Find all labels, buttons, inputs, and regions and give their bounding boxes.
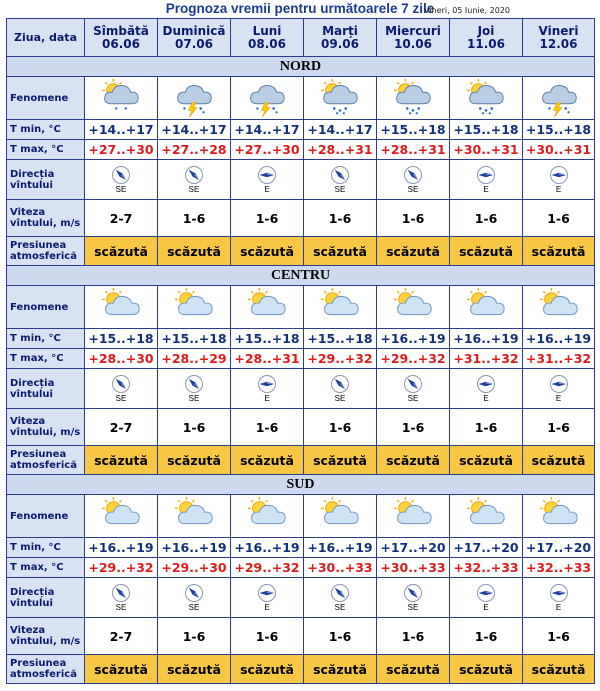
tmin-value: +16..+19 (158, 538, 231, 558)
compass-arrow-icon (523, 583, 594, 603)
pressure-value: scăzută (231, 237, 304, 266)
row-label-tmin: T min, °C (7, 538, 85, 558)
wind-direction-cell (85, 160, 158, 200)
sun-cloud-icon (304, 495, 376, 537)
row-label-tmax: T max, °C (7, 558, 85, 578)
tmin-value: +14..+17 (304, 120, 377, 140)
region-title: SUD (7, 475, 595, 495)
tmax-value: +30..+31 (523, 140, 595, 160)
tmin-value: +14..+17 (231, 120, 304, 140)
wind-speed-value: 1-6 (158, 618, 231, 655)
tmax-value: +28..+31 (231, 349, 304, 369)
tmax-value: +29..+32 (231, 558, 304, 578)
compass-arrow-icon (377, 583, 449, 603)
tmin-value: +17..+20 (377, 538, 450, 558)
weather-cell (304, 286, 377, 329)
region-title: CENTRU (7, 266, 595, 286)
wind-direction-label: SE (115, 603, 127, 612)
tmax-value: +31..+32 (523, 349, 595, 369)
wind-direction-label: E (483, 394, 489, 403)
wind-direction-label: SE (188, 603, 200, 612)
wind-direction-cell (85, 369, 158, 409)
wind-direction-label: SE (115, 185, 127, 194)
pressure-value: scăzută (85, 237, 158, 266)
compass-arrow-icon (231, 374, 303, 394)
pressure-value: scăzută (377, 446, 450, 475)
tmin-value: +16..+19 (231, 538, 304, 558)
compass-arrow-icon (85, 374, 157, 394)
row-label-speed: Viteza vîntului, m/s (7, 200, 85, 237)
tmin-value: +15..+18 (85, 329, 158, 349)
day-name: Miercuri (385, 23, 441, 38)
wind-direction-cell (450, 578, 523, 618)
compass-arrow-icon (450, 583, 522, 603)
wind-speed-value: 1-6 (231, 200, 304, 237)
sun-cloud-icon (523, 286, 594, 328)
wind-direction-label: E (555, 394, 562, 403)
tmin-value: +15..+18 (158, 329, 231, 349)
row-label-direction: Direcția vîntului (7, 160, 85, 200)
pressure-value: scăzută (158, 655, 231, 684)
compass-arrow-icon (158, 583, 230, 603)
tmin-value: +15..+18 (450, 120, 523, 140)
wind-speed-value: 1-6 (523, 618, 595, 655)
wind-direction-label: E (483, 603, 489, 612)
day-date: 12.06 (539, 36, 578, 51)
wind-direction-cell (231, 578, 304, 618)
day-header (377, 19, 450, 57)
weather-cell (377, 286, 450, 329)
row-label-direction: Direcția vîntului (7, 578, 85, 618)
day-date: 11.06 (467, 36, 505, 51)
weather-cell (85, 495, 158, 538)
weather-cell (231, 286, 304, 329)
tmax-value: +32..+33 (523, 558, 595, 578)
cloud-lightning-rain-icon (231, 77, 303, 119)
day-header (523, 19, 595, 57)
weather-cell (377, 77, 450, 120)
tmax-value: +27..+30 (85, 140, 158, 160)
sun-cloud-icon (85, 286, 157, 328)
wind-speed-value: 2-7 (85, 618, 158, 655)
sun-cloud-icon (377, 495, 449, 537)
wind-direction-label: E (555, 185, 562, 194)
sun-cloud-icon (158, 495, 230, 537)
day-date: 06.06 (102, 36, 140, 51)
page-header (0, 0, 600, 18)
row-label-fenomene: Fenomene (7, 286, 85, 329)
weather-cell (450, 77, 523, 120)
sun-cloud-icon (231, 495, 303, 537)
weather-cell (304, 77, 377, 120)
wind-direction-label: SE (407, 603, 419, 612)
pressure-value: scăzută (304, 237, 377, 266)
compass-arrow-icon (85, 165, 157, 185)
weather-cell (450, 286, 523, 329)
wind-speed-value: 2-7 (85, 409, 158, 446)
wind-speed-value: 2-7 (85, 200, 158, 237)
sun-cloud-icon (158, 286, 230, 328)
wind-speed-value: 1-6 (377, 200, 450, 237)
wind-direction-cell (450, 160, 523, 200)
cloud-rain-icon (85, 77, 157, 119)
wind-direction-cell (304, 369, 377, 409)
day-date: 07.06 (175, 36, 213, 51)
wind-direction-cell (304, 160, 377, 200)
wind-speed-value: 1-6 (304, 618, 377, 655)
tmax-value: +30..+33 (304, 558, 377, 578)
wind-direction-label: SE (334, 603, 346, 612)
tmax-value: +32..+33 (450, 558, 523, 578)
sun-cloud-icon (231, 286, 303, 328)
tmin-value: +17..+20 (523, 538, 595, 558)
compass-arrow-icon (85, 583, 157, 603)
wind-speed-value: 1-6 (377, 618, 450, 655)
wind-direction-label: E (483, 185, 489, 194)
wind-direction-label: E (264, 394, 270, 403)
pressure-value: scăzută (523, 655, 595, 684)
row-label-direction: Direcția vîntului (7, 369, 85, 409)
day-header (450, 19, 523, 57)
row-label-speed: Viteza vîntului, m/s (7, 618, 85, 655)
tmin-value: +15..+18 (377, 120, 450, 140)
compass-arrow-icon (377, 374, 449, 394)
sun-cloud-icon (450, 495, 522, 537)
tmax-value: +28..+29 (158, 349, 231, 369)
wind-speed-value: 1-6 (158, 409, 231, 446)
pressure-value: scăzută (85, 446, 158, 475)
current-date: Vineri, 05 Iunie, 2020 (424, 6, 510, 15)
tmax-value: +28..+31 (304, 140, 377, 160)
day-header (231, 19, 304, 57)
wind-direction-cell (304, 578, 377, 618)
wind-speed-value: 1-6 (377, 409, 450, 446)
weather-cell (523, 77, 595, 120)
tmin-value: +16..+19 (450, 329, 523, 349)
wind-speed-value: 1-6 (450, 618, 523, 655)
weather-cell (304, 495, 377, 538)
wind-direction-label: SE (188, 185, 200, 194)
wind-direction-cell (231, 369, 304, 409)
day-header (158, 19, 231, 57)
wind-direction-label: E (264, 185, 270, 194)
tmax-value: +30..+31 (450, 140, 523, 160)
weather-cell (231, 495, 304, 538)
tmax-value: +29..+32 (85, 558, 158, 578)
pressure-value: scăzută (158, 446, 231, 475)
row-label-pressure: Presiunea atmosferică (7, 446, 85, 475)
pressure-value: scăzută (377, 655, 450, 684)
row-label-pressure: Presiunea atmosferică (7, 655, 85, 684)
row-label-tmin: T min, °C (7, 120, 85, 140)
wind-direction-label: SE (407, 185, 419, 194)
tmax-value: +31..+32 (450, 349, 523, 369)
tmax-value: +29..+32 (304, 349, 377, 369)
row-label-pressure: Presiunea atmosferică (7, 237, 85, 266)
weather-cell (85, 286, 158, 329)
compass-arrow-icon (158, 374, 230, 394)
compass-arrow-icon (158, 165, 230, 185)
compass-arrow-icon (450, 165, 522, 185)
cloud-lightning-rain-icon (158, 77, 230, 119)
wind-direction-cell (377, 369, 450, 409)
tmin-value: +16..+19 (304, 538, 377, 558)
compass-arrow-icon (304, 165, 376, 185)
row-label-speed: Viteza vîntului, m/s (7, 409, 85, 446)
tmax-value: +28..+30 (85, 349, 158, 369)
wind-speed-value: 1-6 (523, 200, 595, 237)
wind-speed-value: 1-6 (450, 200, 523, 237)
pressure-value: scăzută (450, 237, 523, 266)
pressure-value: scăzută (85, 655, 158, 684)
wind-speed-value: 1-6 (158, 200, 231, 237)
sun-cloud-rain-icon (304, 77, 376, 119)
row-label-tmax: T max, °C (7, 140, 85, 160)
wind-direction-cell (523, 160, 595, 200)
row-label-fenomene: Fenomene (7, 495, 85, 538)
weather-cell (158, 495, 231, 538)
day-header (304, 19, 377, 57)
tmax-value: +27..+30 (231, 140, 304, 160)
compass-arrow-icon (304, 583, 376, 603)
wind-direction-cell (523, 578, 595, 618)
forecast-table (6, 18, 595, 684)
pressure-value: scăzută (231, 446, 304, 475)
weather-cell (158, 77, 231, 120)
tmax-value: +30..+33 (377, 558, 450, 578)
day-header (85, 19, 158, 57)
weather-cell (377, 495, 450, 538)
weather-cell (523, 286, 595, 329)
day-date: 09.06 (321, 36, 359, 51)
sun-cloud-icon (450, 286, 522, 328)
tmin-value: +15..+18 (523, 120, 595, 140)
wind-speed-value: 1-6 (304, 409, 377, 446)
wind-direction-cell (377, 160, 450, 200)
compass-arrow-icon (231, 583, 303, 603)
wind-direction-label: SE (334, 394, 346, 403)
tmax-value: +29..+32 (377, 349, 450, 369)
day-name: Marți (322, 23, 358, 38)
weather-cell (450, 495, 523, 538)
tmax-value: +27..+28 (158, 140, 231, 160)
compass-arrow-icon (304, 374, 376, 394)
wind-direction-label: SE (334, 185, 346, 194)
sun-cloud-icon (523, 495, 594, 537)
compass-arrow-icon (231, 165, 303, 185)
row-label-tmin: T min, °C (7, 329, 85, 349)
wind-speed-value: 1-6 (523, 409, 595, 446)
compass-arrow-icon (523, 374, 594, 394)
wind-direction-label: SE (407, 394, 419, 403)
tmin-value: +16..+19 (523, 329, 595, 349)
wind-direction-cell (158, 578, 231, 618)
wind-direction-cell (231, 160, 304, 200)
sun-cloud-rain-icon (377, 77, 449, 119)
pressure-value: scăzută (450, 446, 523, 475)
pressure-value: scăzută (523, 237, 595, 266)
sun-cloud-icon (85, 495, 157, 537)
wind-direction-label: E (264, 603, 270, 612)
day-date: 08.06 (248, 36, 286, 51)
sun-cloud-rain-icon (450, 77, 522, 119)
pressure-value: scăzută (377, 237, 450, 266)
tmax-value: +28..+31 (377, 140, 450, 160)
pressure-value: scăzută (450, 655, 523, 684)
row-label-tmax: T max, °C (7, 349, 85, 369)
corner-label: Ziua, data (7, 19, 85, 57)
tmin-value: +15..+18 (304, 329, 377, 349)
tmin-value: +15..+18 (231, 329, 304, 349)
wind-direction-label: SE (188, 394, 200, 403)
cloud-lightning-rain-icon (523, 77, 594, 119)
wind-direction-cell (450, 369, 523, 409)
wind-direction-label: SE (115, 394, 127, 403)
wind-direction-cell (523, 369, 595, 409)
sun-cloud-icon (304, 286, 376, 328)
tmin-value: +14..+17 (85, 120, 158, 140)
compass-arrow-icon (450, 374, 522, 394)
wind-direction-cell (85, 578, 158, 618)
day-name: Duminică (162, 23, 226, 38)
weather-cell (158, 286, 231, 329)
wind-speed-value: 1-6 (231, 409, 304, 446)
wind-speed-value: 1-6 (450, 409, 523, 446)
pressure-value: scăzută (523, 446, 595, 475)
wind-speed-value: 1-6 (231, 618, 304, 655)
tmin-value: +16..+19 (85, 538, 158, 558)
compass-arrow-icon (523, 165, 594, 185)
region-title: NORD (7, 57, 595, 77)
wind-direction-label: E (555, 603, 562, 612)
pressure-value: scăzută (231, 655, 304, 684)
day-name: Sîmbătă (93, 23, 149, 38)
tmax-value: +29..+30 (158, 558, 231, 578)
day-name: Vineri (538, 23, 579, 38)
row-label-fenomene: Fenomene (7, 77, 85, 120)
wind-direction-cell (377, 578, 450, 618)
day-name: Joi (477, 23, 495, 38)
pressure-value: scăzută (304, 446, 377, 475)
wind-speed-value: 1-6 (304, 200, 377, 237)
tmin-value: +14..+17 (158, 120, 231, 140)
day-date: 10.06 (394, 36, 432, 51)
compass-arrow-icon (377, 165, 449, 185)
page-title: Prognoza vremii pentru următoarele 7 zile (165, 1, 435, 16)
wind-direction-cell (158, 369, 231, 409)
tmin-value: +16..+19 (377, 329, 450, 349)
day-name: Luni (252, 23, 282, 38)
wind-direction-cell (158, 160, 231, 200)
sun-cloud-icon (377, 286, 449, 328)
weather-cell (85, 77, 158, 120)
pressure-value: scăzută (158, 237, 231, 266)
pressure-value: scăzută (304, 655, 377, 684)
tmin-value: +17..+20 (450, 538, 523, 558)
weather-cell (523, 495, 595, 538)
weather-cell (231, 77, 304, 120)
